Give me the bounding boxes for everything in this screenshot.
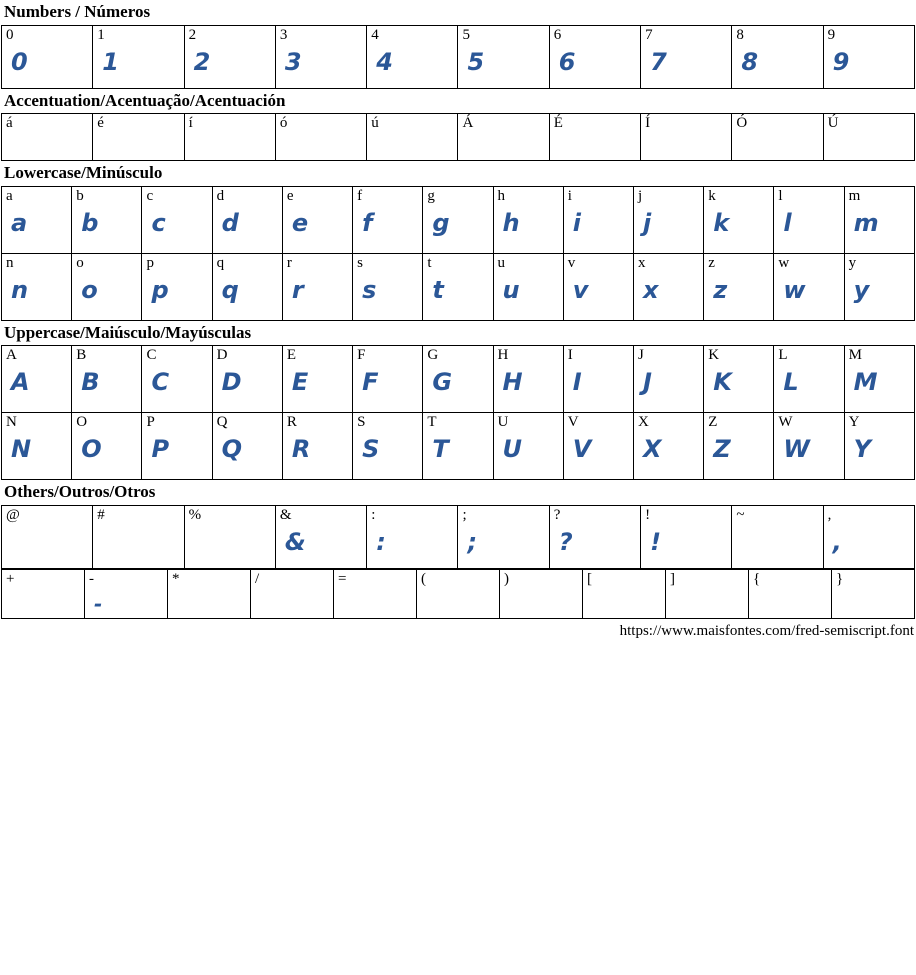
glyph-label: j [637, 187, 643, 204]
glyph-sample [500, 589, 582, 594]
glyph-cell[interactable] [2, 346, 72, 413]
section-title-lowercase: Lowercase/Minúsculo [4, 163, 163, 183]
glyph-label: Z [708, 414, 718, 431]
glyph-sample: z [713, 275, 728, 304]
glyph-label: 1 [97, 26, 105, 43]
glyph-sample: V [572, 435, 592, 464]
glyph-sample: L [783, 368, 799, 397]
glyph-label: M [848, 347, 862, 364]
glyph-cell[interactable] [732, 505, 823, 568]
glyph-sample: 6 [558, 47, 576, 76]
glyph-cell[interactable] [212, 413, 282, 480]
glyph-cell[interactable] [549, 114, 640, 161]
glyph-sample: O [81, 435, 102, 464]
glyph-label: Q [216, 414, 228, 431]
glyph-cell[interactable] [251, 569, 334, 618]
glyph-sample [666, 589, 748, 594]
glyph-cell[interactable] [641, 505, 732, 568]
glyph-sample: g [432, 208, 450, 237]
glyph-cell[interactable] [184, 25, 275, 88]
glyph-label: J [637, 347, 644, 364]
glyph-sample: ; [467, 527, 478, 556]
section-title-accentuation: Accentuation/Acentuação/Acentuación [4, 90, 286, 110]
glyph-label: : [371, 506, 376, 523]
glyph-sample: k [713, 208, 730, 237]
glyph-sample: h [502, 208, 520, 237]
table-row [2, 25, 915, 88]
glyph-sample: 5 [467, 47, 485, 76]
glyph-cell[interactable] [184, 114, 275, 161]
glyph-label: X [637, 414, 649, 431]
glyph-cell[interactable] [2, 25, 93, 88]
glyph-cell[interactable] [500, 569, 583, 618]
glyph-label: 0 [6, 26, 14, 43]
glyph-label: B [76, 347, 87, 364]
glyph-cell[interactable] [844, 346, 914, 413]
glyph-cell[interactable] [633, 253, 703, 320]
glyph-sample [185, 133, 275, 138]
glyph-cell[interactable] [774, 413, 844, 480]
glyph-label: m [848, 187, 861, 204]
glyph-label: H [497, 347, 509, 364]
glyph-label: O [76, 414, 88, 431]
glyph-label: G [427, 347, 439, 364]
glyph-label: / [255, 570, 260, 587]
glyph-label: i [567, 187, 572, 204]
others-table-2 [1, 569, 915, 619]
glyph-sample [2, 525, 92, 530]
glyph-sample [93, 133, 183, 138]
glyph-sample: I [572, 368, 582, 397]
glyph-cell[interactable] [633, 346, 703, 413]
glyph-sample: u [502, 275, 520, 304]
numbers-table [1, 25, 915, 89]
glyph-label: z [708, 254, 715, 271]
glyph-sample [185, 525, 275, 530]
glyph-cell[interactable] [72, 253, 142, 320]
glyph-cell[interactable] [563, 413, 633, 480]
glyph-label: = [338, 570, 347, 587]
glyph-sample: , [832, 527, 842, 556]
glyph-cell[interactable] [732, 114, 823, 161]
glyph-cell[interactable] [2, 413, 72, 480]
glyph-cell[interactable] [168, 569, 251, 618]
glyph-sample: p [151, 275, 169, 304]
glyph-cell[interactable] [275, 114, 366, 161]
glyph-label: p [146, 254, 154, 271]
glyph-cell[interactable] [2, 569, 85, 618]
glyph-label: I [567, 347, 573, 364]
glyph-sample: j [642, 208, 652, 237]
glyph-sample [2, 589, 84, 594]
glyph-label: 8 [736, 26, 744, 43]
glyph-label: { [753, 570, 761, 587]
glyph-sample: n [11, 275, 29, 304]
table-row [2, 186, 915, 253]
table-row [2, 569, 915, 618]
glyph-label: a [6, 187, 13, 204]
table-row [2, 413, 915, 480]
glyph-label: l [778, 187, 783, 204]
glyph-label: 3 [279, 26, 288, 43]
glyph-label: g [427, 187, 435, 204]
glyph-cell[interactable] [72, 346, 142, 413]
glyph-label: ! [645, 506, 651, 523]
glyph-sample [417, 589, 499, 594]
section-title-numbers: Numbers / Números [4, 2, 151, 21]
glyph-sample: A [11, 368, 30, 397]
glyph-sample: ? [558, 527, 573, 556]
glyph-label: F [357, 347, 366, 364]
glyph-cell[interactable] [417, 569, 500, 618]
glyph-cell[interactable] [641, 114, 732, 161]
glyph-sample: & [284, 527, 306, 556]
glyph-label: * [172, 570, 180, 587]
glyph-sample: i [572, 208, 581, 237]
glyph-label: o [76, 254, 84, 271]
glyph-sample: Q [221, 435, 243, 464]
glyph-label: ú [371, 115, 379, 132]
glyph-cell[interactable] [353, 346, 423, 413]
glyph-sample: b [81, 208, 99, 237]
glyph-sample: x [642, 275, 659, 304]
glyph-label: v [567, 254, 576, 271]
glyph-label: t [427, 254, 432, 271]
glyph-label: # [97, 506, 105, 523]
glyph-label: h [497, 187, 506, 204]
glyph-cell[interactable] [212, 186, 282, 253]
glyph-cell[interactable] [212, 346, 282, 413]
table-row [2, 114, 915, 161]
glyph-sample [458, 133, 548, 138]
glyph-cell[interactable] [458, 114, 549, 161]
glyph-label: w [778, 254, 790, 271]
glyph-cell[interactable] [353, 186, 423, 253]
glyph-label: P [146, 414, 155, 431]
table-row [2, 505, 915, 568]
glyph-label: % [188, 506, 202, 523]
glyph-sample: e [291, 208, 309, 237]
glyph-cell[interactable] [563, 346, 633, 413]
glyph-label: u [497, 254, 506, 271]
glyph-sample: - [94, 591, 103, 616]
glyph-label: q [216, 254, 225, 271]
glyph-sample: 3 [284, 47, 302, 76]
lowercase-table [1, 186, 915, 321]
glyph-cell[interactable] [844, 413, 914, 480]
table-row [2, 253, 915, 320]
others-table [1, 505, 915, 569]
glyph-sample [276, 133, 366, 138]
glyph-sample [550, 133, 640, 138]
glyph-sample [2, 133, 92, 138]
glyph-sample: ! [650, 527, 662, 556]
glyph-label: n [6, 254, 14, 271]
glyph-sample: M [853, 368, 878, 397]
glyph-label: V [567, 414, 579, 431]
table-row [2, 346, 915, 413]
glyph-cell[interactable] [142, 413, 212, 480]
glyph-cell[interactable] [493, 413, 563, 480]
glyph-label: b [76, 187, 84, 204]
glyph-sample: R [291, 435, 311, 464]
section-title-others: Others/Outros/Otros [4, 482, 156, 502]
glyph-sample: K [713, 368, 732, 397]
glyph-sample: d [221, 208, 239, 237]
glyph-cell[interactable] [633, 186, 703, 253]
glyph-cell[interactable] [583, 569, 666, 618]
glyph-label: T [427, 414, 437, 431]
glyph-label: [ [587, 570, 592, 587]
glyph-cell[interactable] [282, 346, 352, 413]
glyph-cell[interactable] [334, 569, 417, 618]
glyph-cell[interactable] [2, 186, 72, 253]
glyph-sample: C [151, 368, 170, 397]
glyph-cell[interactable] [633, 413, 703, 480]
glyph-cell[interactable] [493, 346, 563, 413]
glyph-sample [749, 589, 831, 594]
glyph-label: } [836, 570, 844, 587]
glyph-cell[interactable] [458, 25, 549, 88]
glyph-label: d [216, 187, 225, 204]
glyph-cell[interactable] [823, 505, 914, 568]
glyph-sample [732, 525, 822, 530]
glyph-cell[interactable] [93, 25, 184, 88]
glyph-label: ~ [736, 506, 745, 523]
glyph-sample: J [642, 368, 652, 397]
glyph-sample [583, 589, 665, 594]
glyph-sample: 0 [11, 47, 28, 76]
glyph-label: - [89, 570, 94, 587]
glyph-cell[interactable] [423, 186, 493, 253]
glyph-label: á [6, 115, 13, 132]
glyph-sample: D [221, 368, 242, 397]
glyph-label: 4 [371, 26, 379, 43]
glyph-sample: Y [853, 435, 872, 464]
glyph-label: A [6, 347, 17, 364]
glyph-sample: q [221, 275, 239, 304]
glyph-label: Í [645, 115, 651, 132]
glyph-sample: N [11, 435, 32, 464]
glyph-cell[interactable] [563, 253, 633, 320]
glyph-label: ? [553, 506, 561, 523]
glyph-sample [732, 133, 822, 138]
glyph-cell[interactable] [282, 413, 352, 480]
glyph-label: D [216, 347, 228, 364]
glyph-sample: G [432, 368, 453, 397]
glyph-sample: l [783, 208, 792, 237]
glyph-cell[interactable] [142, 346, 212, 413]
glyph-sample: v [572, 275, 589, 304]
glyph-cell[interactable] [549, 25, 640, 88]
glyph-cell[interactable] [93, 114, 184, 161]
glyph-sample [168, 589, 250, 594]
glyph-sample: 8 [741, 47, 759, 76]
glyph-label: & [279, 506, 292, 523]
glyph-sample: 9 [832, 47, 850, 76]
glyph-cell[interactable] [93, 505, 184, 568]
glyph-cell[interactable] [832, 569, 915, 618]
glyph-sample: U [502, 435, 523, 464]
glyph-label: Ó [736, 115, 748, 132]
glyph-sample: W [783, 435, 810, 464]
glyph-label: f [357, 187, 363, 204]
glyph-label: 5 [462, 26, 470, 43]
glyph-sample [93, 525, 183, 530]
glyph-cell[interactable] [367, 505, 458, 568]
glyph-label: y [848, 254, 857, 271]
glyph-cell[interactable] [367, 25, 458, 88]
glyph-sample [367, 133, 457, 138]
accentuation-table [1, 113, 915, 161]
glyph-label: É [553, 115, 563, 132]
glyph-label: E [286, 347, 297, 364]
glyph-cell[interactable] [774, 253, 844, 320]
source-url[interactable]: https://www.maisfontes.com/fred-semiscript.font [619, 622, 914, 639]
glyph-sample: f [362, 208, 373, 237]
glyph-cell[interactable] [353, 413, 423, 480]
glyph-sample: s [362, 275, 377, 304]
glyph-sample: B [81, 368, 100, 397]
glyph-label: ó [279, 115, 288, 132]
glyph-label: W [778, 414, 793, 431]
glyph-label: 2 [188, 26, 197, 43]
glyph-label: C [146, 347, 157, 364]
glyph-cell[interactable] [844, 186, 914, 253]
glyph-cell[interactable] [184, 505, 275, 568]
glyph-cell[interactable] [282, 253, 352, 320]
glyph-cell[interactable] [493, 186, 563, 253]
glyph-cell[interactable] [142, 253, 212, 320]
glyph-cell[interactable] [212, 253, 282, 320]
glyph-cell[interactable] [142, 186, 212, 253]
glyph-sample: y [853, 275, 870, 304]
glyph-cell[interactable] [641, 25, 732, 88]
glyph-cell[interactable] [423, 413, 493, 480]
glyph-sample [334, 589, 416, 594]
glyph-cell[interactable] [85, 569, 168, 618]
glyph-label: ) [504, 570, 509, 587]
glyph-sample [832, 589, 914, 594]
glyph-label: e [286, 187, 294, 204]
glyph-cell[interactable] [704, 186, 774, 253]
glyph-label: 7 [645, 26, 653, 43]
glyph-cell[interactable] [704, 413, 774, 480]
glyph-cell[interactable] [704, 253, 774, 320]
section-title-uppercase: Uppercase/Maiúsculo/Mayúsculas [4, 322, 252, 342]
glyph-sample: r [291, 275, 304, 304]
glyph-cell[interactable] [563, 186, 633, 253]
glyph-cell[interactable] [666, 569, 749, 618]
glyph-sample [251, 589, 333, 594]
glyph-label: ; [462, 506, 467, 523]
glyph-label: ] [670, 570, 675, 587]
glyph-label: Y [848, 414, 860, 431]
glyph-sample: m [853, 208, 879, 237]
glyph-sample [824, 133, 914, 138]
glyph-sample: a [11, 208, 28, 237]
uppercase-table [1, 345, 915, 480]
glyph-label: k [708, 187, 716, 204]
glyph-sample: T [432, 435, 449, 464]
glyph-cell[interactable] [423, 253, 493, 320]
glyph-sample: Z [713, 435, 731, 464]
glyph-cell[interactable] [275, 25, 366, 88]
glyph-cell[interactable] [367, 114, 458, 161]
glyph-cell[interactable] [704, 346, 774, 413]
glyph-cell[interactable] [732, 25, 823, 88]
glyph-label: L [778, 347, 788, 364]
glyph-label: 9 [827, 26, 836, 43]
glyph-sample: w [783, 275, 806, 304]
glyph-label: K [708, 347, 720, 364]
glyph-cell[interactable] [72, 413, 142, 480]
glyph-cell[interactable] [493, 253, 563, 320]
glyph-label: Ú [827, 115, 839, 132]
glyph-label: é [97, 115, 104, 132]
glyph-label: , [827, 506, 832, 523]
glyph-cell[interactable] [282, 186, 352, 253]
glyph-cell[interactable] [423, 346, 493, 413]
glyph-cell[interactable] [549, 505, 640, 568]
glyph-cell[interactable] [458, 505, 549, 568]
glyph-label: S [357, 414, 366, 431]
glyph-cell[interactable] [2, 114, 93, 161]
glyph-cell[interactable] [749, 569, 832, 618]
glyph-label: ( [421, 570, 426, 587]
glyph-label: r [286, 254, 292, 271]
glyph-label: + [6, 570, 15, 587]
glyph-cell[interactable] [275, 505, 366, 568]
glyph-sample: F [362, 368, 379, 397]
glyph-sample: t [432, 275, 444, 304]
glyph-cell[interactable] [774, 346, 844, 413]
glyph-sample: 2 [193, 47, 211, 76]
glyph-cell[interactable] [823, 25, 914, 88]
glyph-sample: H [502, 368, 523, 397]
glyph-label: @ [6, 506, 20, 523]
glyph-sample: S [362, 435, 380, 464]
glyph-sample: 1 [102, 47, 119, 76]
glyph-label: N [6, 414, 17, 431]
glyph-label: s [357, 254, 363, 271]
glyph-sample: 7 [650, 47, 667, 76]
glyph-label: c [146, 187, 154, 204]
glyph-cell[interactable] [72, 186, 142, 253]
glyph-sample [641, 133, 731, 138]
glyph-label: í [188, 115, 193, 132]
glyph-label: x [637, 254, 646, 271]
glyph-label: R [286, 414, 297, 431]
glyph-sample: E [291, 368, 309, 397]
glyph-sample: X [642, 435, 662, 464]
glyph-label: 6 [553, 26, 562, 43]
glyph-cell[interactable] [2, 253, 72, 320]
glyph-sample: 4 [376, 47, 393, 76]
glyph-sample: P [151, 435, 170, 464]
glyph-label: Á [462, 115, 474, 132]
glyph-cell[interactable] [353, 253, 423, 320]
glyph-label: U [497, 414, 509, 431]
glyph-cell[interactable] [774, 186, 844, 253]
glyph-cell[interactable] [823, 114, 914, 161]
glyph-sample: : [376, 527, 386, 556]
glyph-cell[interactable] [844, 253, 914, 320]
glyph-sample: o [81, 275, 98, 304]
glyph-cell[interactable] [2, 505, 93, 568]
glyph-sample: c [151, 208, 166, 237]
